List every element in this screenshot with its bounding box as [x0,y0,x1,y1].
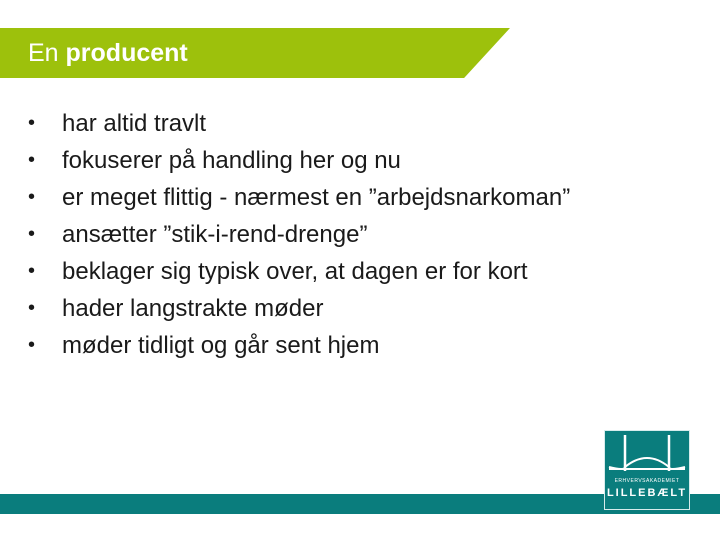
bullet-text: møder tidligt og går sent hjem [62,331,380,359]
bullet-text: beklager sig typisk over, at dagen er for kort [62,257,528,285]
bullet-dot: • [28,297,36,319]
erhvervsakademiet-lillebaelt-logo [604,430,690,510]
title-emphasis: producent [65,39,188,67]
bullet-dot: • [28,112,36,134]
bullet-list [28,105,570,364]
bridge-icon [605,431,689,479]
bullet-dot: • [28,223,36,245]
bullet-item [28,327,570,364]
bullet-text: hader langstrakte møder [62,294,324,322]
bullet-text: har altid travlt [62,109,207,137]
bullet-dot: • [28,260,36,282]
bullet-dot: • [28,186,36,208]
bullet-text: ansætter ”stik-i-rend-drenge” [62,220,368,248]
bullet-text: er meget flittig - nærmest en ”arbejdsnarkoman” [62,183,571,211]
bullet-item [28,216,570,253]
bullet-item [28,105,570,142]
bullet-dot: • [28,334,36,356]
bullet-item [28,179,570,216]
bullet-item [28,290,570,327]
bullet-item [28,253,570,290]
bullet-dot: • [28,149,36,171]
logo-line-1: ERHVERVSAKADEMIET [614,478,680,484]
bullet-text: fokuserer på handling her og nu [62,146,401,174]
logo-line-2: LILLEBÆLT [606,487,688,499]
slide-title [28,36,188,70]
title-prefix: En [28,39,66,67]
bullet-item [28,142,570,179]
